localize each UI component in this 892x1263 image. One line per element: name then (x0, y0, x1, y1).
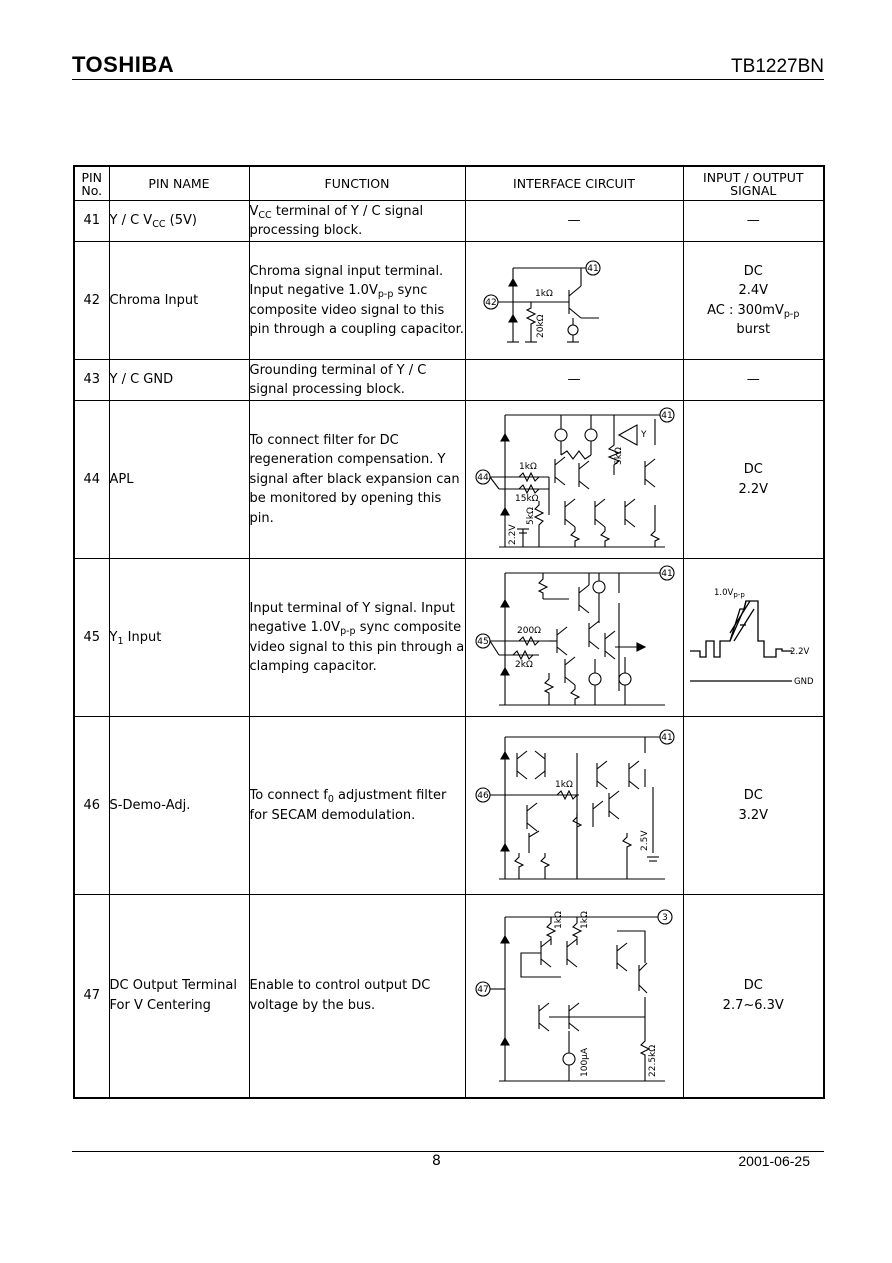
io-signal: — (683, 201, 824, 242)
io-signal: DC 3.2V (683, 717, 824, 895)
table-row (74, 201, 824, 242)
io-signal: DC 2.7~6.3V (683, 895, 824, 1098)
publication-date: 2001-06-25 (738, 1153, 810, 1169)
svg-text:1kΩ: 1kΩ (535, 288, 553, 299)
pin-table (73, 165, 825, 1099)
interface-circuit: — (465, 201, 683, 242)
svg-text:47: 47 (477, 984, 489, 995)
pin-function: Chroma signal input terminal. Input negative $1.0V_{p-p}$ sync composite video signal to this pin through a coupling capacitor. (249, 242, 465, 360)
pin-function: Enable to control output DC voltage by the bus. (249, 895, 465, 1098)
circuit-diagram-pin42 (469, 246, 679, 356)
svg-text:41: 41 (661, 733, 673, 743)
io-signal: — (683, 360, 824, 401)
header-function: FUNCTION (249, 166, 465, 201)
svg-text:41: 41 (661, 568, 673, 579)
svg-text:Y: Y (641, 429, 647, 440)
page-number: 8 (432, 1153, 441, 1169)
pin-number: 44 (74, 401, 109, 559)
svg-text:44: 44 (477, 472, 489, 483)
table-row (74, 401, 824, 559)
svg-text:2.5V: 2.5V (640, 830, 650, 851)
interface-circuit: — (465, 360, 683, 401)
pin-function: To connect filter for DC regeneration compensation. Y signal after black expansion can be monitored by opening this pin. (249, 401, 465, 559)
circuit-diagram-pin44 (469, 405, 679, 555)
io-signal (683, 559, 824, 717)
interface-circuit (465, 559, 683, 717)
svg-text:3: 3 (662, 912, 668, 923)
pin-name: $Y_1$ Input (109, 559, 249, 717)
svg-text:1kΩ: 1kΩ (519, 461, 537, 472)
svg-text:1kΩ: 1kΩ (554, 910, 564, 929)
svg-text:15kΩ: 15kΩ (515, 493, 539, 504)
svg-text:GND: GND (794, 677, 814, 688)
pin-function: $V_{CC}$ terminal of Y / C signal processing block. (249, 201, 465, 242)
table-row (74, 717, 824, 895)
waveform-pin45 (684, 569, 822, 699)
pin-function: To connect $f_0$ adjustment filter for SECAM demodulation. (249, 717, 465, 895)
svg-text:100μA: 100μA (580, 1047, 590, 1077)
interface-circuit (465, 242, 683, 360)
table-row (74, 242, 824, 360)
svg-text:2.2V: 2.2V (790, 647, 810, 658)
svg-text:1kΩ: 1kΩ (580, 910, 590, 929)
pin-number: 46 (74, 717, 109, 895)
svg-text:5kΩ: 5kΩ (526, 506, 536, 525)
pin-function: Input terminal of Y signal. Input negative $1.0V_{p-p}$ sync composite video signal to this pin through a clamping capacitor. (249, 559, 465, 717)
svg-text:200Ω: 200Ω (517, 625, 542, 636)
pin-name: APL (109, 401, 249, 559)
header-io-signal: INPUT / OUTPUT SIGNAL (683, 166, 824, 201)
pin-name: DC Output Terminal For V Centering (109, 895, 249, 1098)
io-signal: DC 2.4V AC : $300mV_{p-p}$ burst (683, 242, 824, 360)
header-interface-circuit: INTERFACE CIRCUIT (465, 166, 683, 201)
table-row (74, 559, 824, 717)
circuit-diagram-pin46 (469, 723, 679, 888)
io-signal: DC 2.2V (683, 401, 824, 559)
svg-text:46: 46 (477, 791, 489, 801)
svg-text:20kΩ: 20kΩ (536, 313, 546, 338)
circuit-diagram-pin45 (469, 563, 679, 713)
svg-text:1.0Vp-p: $1.0V_{p-p}$ (714, 588, 746, 600)
svg-text:45: 45 (477, 636, 489, 647)
svg-text:41: 41 (661, 410, 673, 421)
table-row (74, 895, 824, 1098)
pin-number: 43 (74, 360, 109, 401)
header-pin-name: PIN NAME (109, 166, 249, 201)
pin-name: Y / C GND (109, 360, 249, 401)
header-rule (72, 79, 824, 80)
svg-text:2kΩ: 2kΩ (515, 659, 533, 670)
svg-text:42: 42 (485, 297, 497, 308)
brand-logo: TOSHIBA (72, 52, 175, 77)
svg-text:2.2V: 2.2V (508, 524, 518, 545)
pin-number: 45 (74, 559, 109, 717)
pin-name: Y / C $V_{CC}$ (5V) (109, 201, 249, 242)
interface-circuit (465, 717, 683, 895)
pin-number: 47 (74, 895, 109, 1098)
part-number: TB1227BN (731, 56, 824, 77)
header-pin-no: PIN No. (74, 166, 109, 201)
interface-circuit (465, 401, 683, 559)
table-header-row (74, 166, 824, 201)
svg-text:22.5kΩ: 22.5kΩ (648, 1044, 658, 1077)
svg-text:1kΩ: 1kΩ (555, 780, 573, 790)
circuit-diagram-pin47 (469, 901, 679, 1091)
svg-text:5kΩ: 5kΩ (614, 446, 624, 465)
pin-number: 41 (74, 201, 109, 242)
table-row (74, 360, 824, 401)
pin-function: Grounding terminal of Y / C signal processing block. (249, 360, 465, 401)
pin-name: Chroma Input (109, 242, 249, 360)
pin-number: 42 (74, 242, 109, 360)
svg-text:41: 41 (587, 263, 599, 274)
footer-rule (72, 1151, 824, 1152)
interface-circuit (465, 895, 683, 1098)
pin-name: S-Demo-Adj. (109, 717, 249, 895)
